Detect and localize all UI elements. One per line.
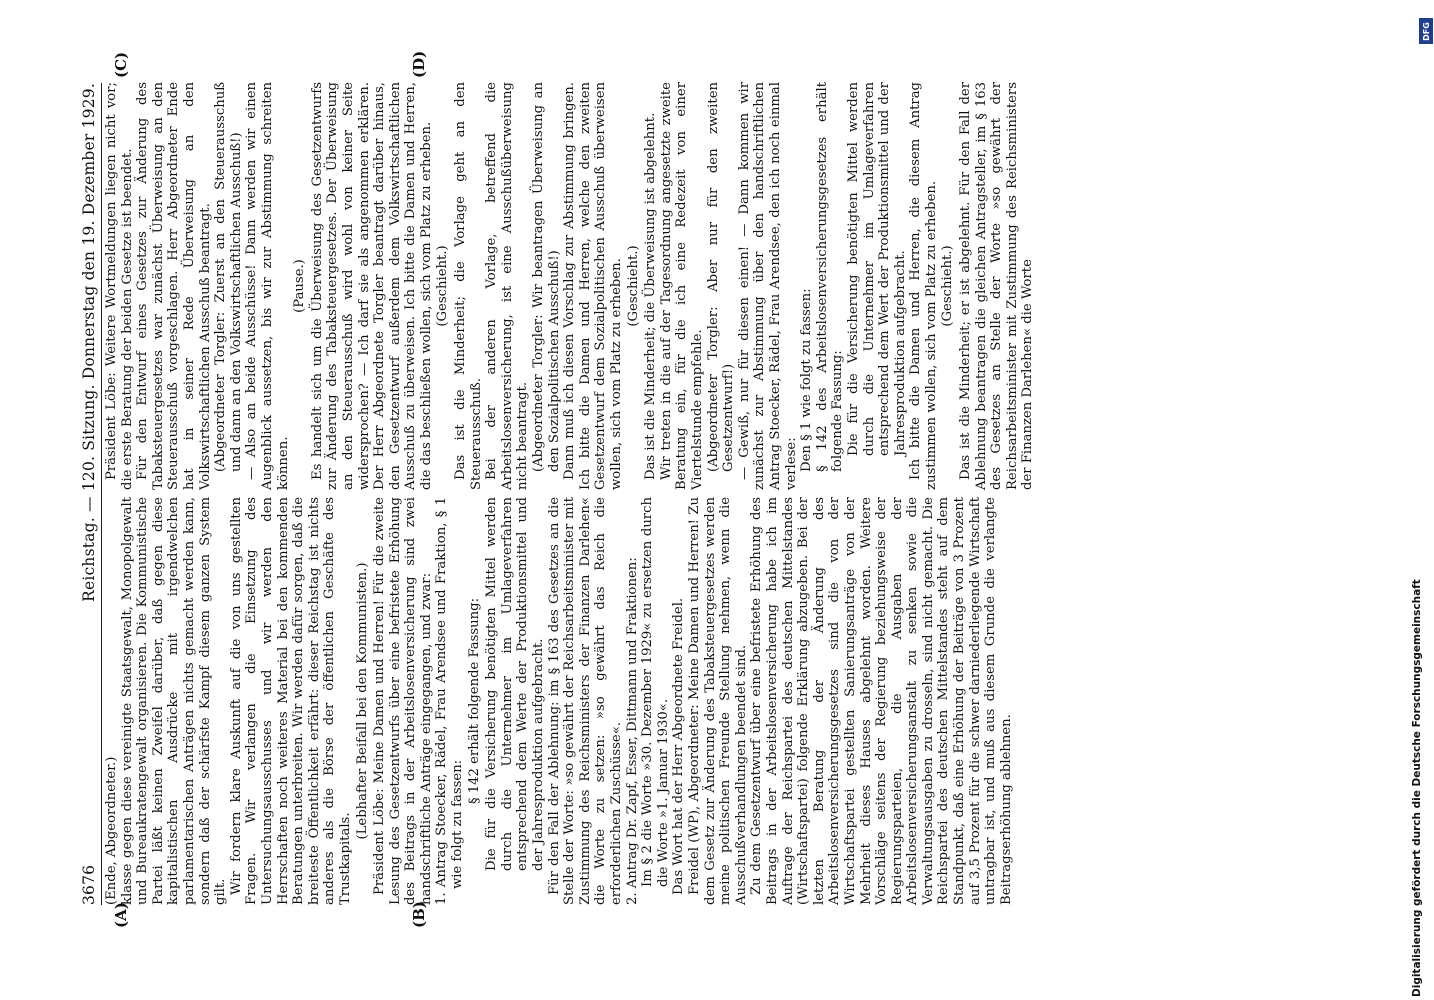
- paragraph: 2. Antrag Dr. Zapf, Esser, Dittmann und Fraktionen:: [624, 557, 640, 905]
- paragraph: Die für die Versicherung benötigten Mittel werden durch die Unternehmer im Umlageverfahren entsprechend dem Wert der Produktionsmittel und der Jahresproduktion aufgebracht.: [845, 82, 908, 456]
- paragraph: (Geschieht.): [435, 245, 451, 327]
- paragraph: (Pause.): [292, 259, 308, 313]
- paragraph: Dann muß ich diesen Vorschlag zur Abstimmung bringen. Ich bitte die Damen und Herren, welche den zweiten Gesetzentwurf dem Sozialpolitischen Ausschuß überweisen wollen, sich vom Platz zu erheben.: [562, 82, 624, 490]
- paragraph: Präsident Löbe: Weitere Wortmeldungen liegen nicht vor; die erste Beratung der beiden Gesetze ist beendet.: [104, 82, 135, 490]
- dfg-credit-text: Digitalisierung gefördert durch die Deutsche Forschungsgemeinschaft: [1411, 579, 1423, 997]
- dfg-logo: DFG: [1419, 18, 1433, 44]
- paragraph: Den § 1 wie folgt zu fassen:: [799, 288, 815, 472]
- paragraph: Das ist die Minderheit; die Überweisung ist abgelehnt.: [643, 112, 659, 480]
- paragraph: Wir treten in die auf der Tagesordnung angesetzte zweite Beratung ein, für die ich eine Redezeit von einer Viertelstunde empfehle.: [658, 82, 705, 490]
- margin-marker-b: (B): [410, 901, 428, 928]
- paragraph: klasse gegen diese vereinigte Staatsgewalt, Monopolgewalt und Bureaukratengewalt organisieren. Die Kommunistische Partei läßt keinen Zweifel darüber, daß gegen diese kapitalistischen Ausdrücke mit irgendwelchen parlamentarischen Anträgen nichts gemacht werden kann, sondern daß der schärfste Kampf diesem ganzen System gilt.: [119, 497, 229, 905]
- paragraph: Ich bitte die Damen und Herren, die diesem Antrag zustimmen wollen, sich vom Platz zu erheben.: [908, 82, 939, 490]
- page-header: [76, 83, 98, 905]
- paragraph: § 142 des Arbeitslosenversicherungsgesetzes erhält folgende Fassung:: [814, 82, 846, 472]
- paragraph: — Also an beide Ausschüsse! Dann werden wir einen Augenblick aussetzen, bis wir zur Abstimmung schreiten können.: [244, 82, 291, 490]
- margin-marker-a: (A): [112, 902, 130, 928]
- paragraph: § 142 erhält folgende Fassung:: [466, 597, 482, 805]
- paragraph: Im § 2 die Worte »30. Dezember 1929« zu ersetzen durch die Worte »1. Januar 1930«.: [640, 497, 671, 887]
- page-number: 3676: [80, 864, 98, 905]
- header-title: Reichstag. — 120. Sitzung. Donnerstag den 19. Dezember 1929.: [80, 83, 98, 602]
- paragraph: Freidel (WP), Abgeordneter: Meine Damen und Herren! Zu dem Gesetz zur Änderung des Tabaksteuergesetzes werden meine politischen Freunde Stellung nehmen, wenn die Ausschußverhandlungen beendet sind.: [686, 497, 749, 905]
- paragraph: Es handelt sich um die Überweisung des Gesetzentwurfs zur Änderung des Tabaksteuergesetzes. Der Überweisung an den Steuerausschuß wird wohl von keiner Seite widersprochen? — Ich darf sie als angenommen erklären. Der Herr Abgeordnete Torgler beantragt darüber hinaus, den Gesetzentwurf außerdem dem Volkswirtschaftlichen Ausschuß zu überweisen. Ich bitte die Damen und Herren, die das beschließen wollen, sich vom Platz zu erheben.: [309, 82, 434, 490]
- paragraph: Die für die Versicherung benötigten Mittel werden durch die Unternehmer im Umlageverfahren entsprechend dem Werte der Produktionsmittel und der Jahresproduktion aufgebracht.: [484, 497, 547, 871]
- paragraph: (Abgeordneter Torgler: Zuerst an den Steuerausschuß und dann an den Volkswirtschaftlichen Ausschuß!): [213, 82, 244, 472]
- paragraph: (Geschieht.): [625, 245, 641, 327]
- paragraph: Präsident Löbe: Meine Damen und Herren! Für die zweite Lesung des Gesetzentwurfs über eine befristete Erhöhung des Beitrags in der Arbeitslosenversicherung sind zwei handschriftliche Anträge eingegangen, und zwar:: [372, 497, 434, 905]
- paragraph: 1. Antrag Stoecker, Rädel, Frau Arendsee und Fraktion, § 1 wie folgt zu fassen:: [434, 497, 466, 905]
- paragraph: (Ende, Abgeordneter.): [104, 756, 119, 905]
- paragraph: Wir fordern klare Auskunft auf die von uns gestellten Fragen. Wir verlangen die Einsetzung des Untersuchungsausschusses und wir werden den Herrschaften noch weiteres Material bei den kommenden Beratungen unterbreiten. Wir werden dafür sorgen, daß die breiteste Öffentlichkeit erfährt: dieser Reichstag ist nichts anderes als die Börse der öffentlichen Geschäfte des Trustkapitals.: [228, 497, 353, 905]
- paragraph: Für den Entwurf eines Gesetzes zur Änderung des Tabaksteuergesetzes war zunächst Überweisung an den Steuerausschuß vorgeschlagen. Herr Abgeordneter Ende hat in seiner Rede Überweisung an den Volkswirtschaftlichen Ausschuß beantragt.: [135, 82, 213, 490]
- paragraph: Das ist die Minderheit; die Vorlage geht an den Steuerausschuß.: [453, 82, 484, 490]
- margin-marker-c: (C): [112, 51, 130, 78]
- paragraph: Das ist die Minderheit; er ist abgelehnt. Für den Fall der Ablehnung beantragen die gleichen Antragsteller, im § 163 des Gesetzes an Stelle der Worte »so gewährt der Reichsarbeitsminister mit Zustimmung des Reichsministers der Finanzen Darlehen« die Worte: [958, 82, 1036, 490]
- margin-marker-d: (D): [410, 50, 428, 78]
- paragraph: (Geschieht.): [940, 245, 956, 327]
- paragraph: (Abgeordneter Torgler: Wir beantragen Überweisung an den Sozialpolitischen Ausschuß!): [531, 82, 562, 472]
- paragraph: Das Wort hat der Herr Abgeordnete Freidel.: [671, 597, 687, 895]
- header-rule: [101, 83, 102, 905]
- left-column: [104, 497, 1014, 905]
- right-column: [104, 82, 1036, 490]
- paragraph: — Gewiß, nur für diesen einen! — Dann kommen wir zunächst zur Abstimmung über den handschriftlichen Antrag Stoecker, Rädel, Frau Arendsee, den ich noch einmal verlese:: [736, 82, 799, 490]
- paragraph: (Abgeordneter Torgler: Aber nur für den zweiten Gesetzentwurf!): [705, 82, 737, 472]
- paragraph: (Lebhafter Beifall bei den Kommunisten.): [354, 562, 370, 840]
- paragraph: Für den Fall der Ablehnung: im § 163 des Gesetzes an die Stelle der Worte: »so gewährt der Reichsarbeitsminister mit Zustimmung des Reichsministers der Finanzen Darlehen« die Worte zu setzen: »so gewährt das Reich die erforderlichen Zuschüsse«.: [546, 497, 624, 905]
- dfg-credit: [1405, 10, 1431, 997]
- paragraph: Bei der anderen Vorlage, betreffend die Arbeitslosenversicherung, ist eine Ausschußüberweisung nicht beantragt.: [484, 82, 531, 490]
- paragraph: Zu dem Gesetzentwurf über eine befristete Erhöhung des Beitrags in der Arbeitslosenversicherung habe ich im Auftrage der Reichspartei des deutschen Mittelstandes (Wirtschaftspartei) folgende Erklärung abzugeben. Bei der letzten Beratung der Änderung des Arbeitslosenversicherungsgesetzes sind die von der Wirtschaftspartei gestellten Sanierungsanträge von der Mehrheit dieses Hauses abgelehnt worden. Weitere Vorschläge seitens der Regierung beziehungsweise der Regierungsparteien, die Ausgaben der Arbeitslosenversicherungsanstalt zu senken sowie die Verwaltungsausgaben zu drosseln, sind nicht gemacht. Die Reichspartei des deutschen Mittelstandes steht auf dem Standpunkt, daß eine Erhöhung der Beiträge von 3 Prozent auf 3,5 Prozent für die schwer darniederliegende Wirtschaft untragbar ist, und muß aus diesem Grunde die verlangte Beitragserhöhung ablehnen.: [749, 497, 1014, 905]
